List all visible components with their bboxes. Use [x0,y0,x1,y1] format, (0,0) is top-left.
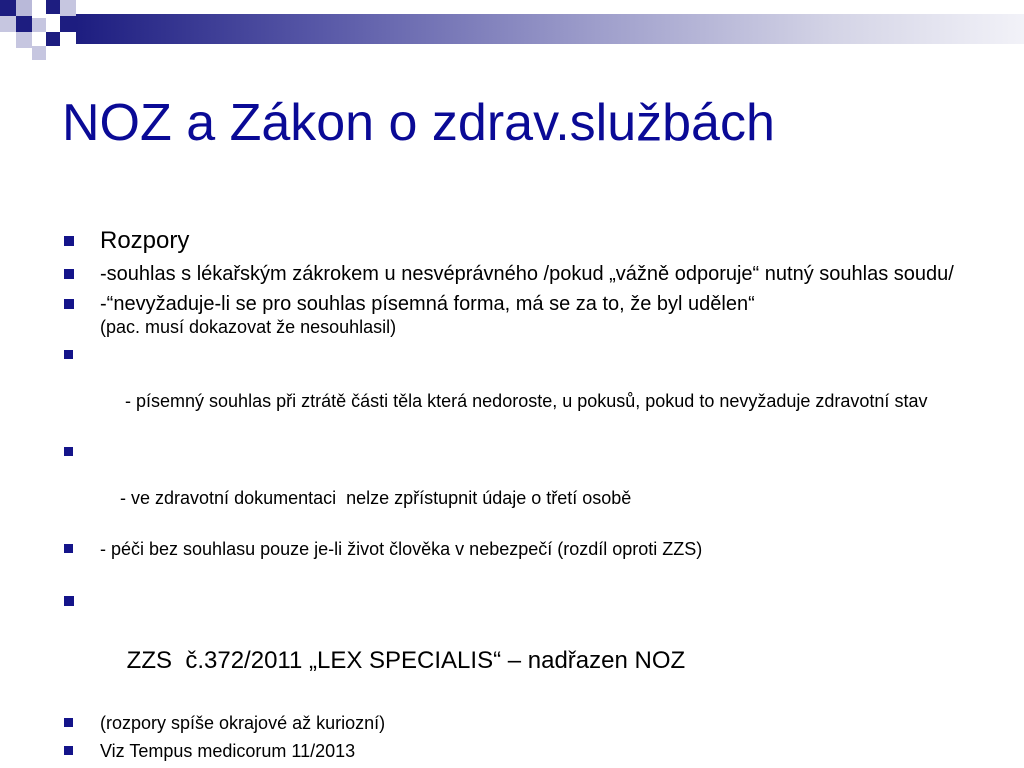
list-item [62,262,982,286]
list-item-text: ZZS č.372/2011 „LEX SPECIALIS“ – nadřazen NOZ [126,647,686,674]
square-bullet-icon [64,544,73,553]
deco-square [46,32,60,46]
list-item [62,226,982,256]
square-bullet-icon [64,447,73,456]
header-decoration [0,0,1024,60]
square-bullet-icon [64,596,74,606]
list-item-text: - ve zdravotní dokumentaci nelze zpřístupnit údaje o třetí osobě [120,488,632,508]
list-item-text: -souhlas s lékařským zákrokem u nesvéprávného /pokud „vážně odporuje“ nutný souhlas soudu/ [100,263,954,285]
deco-square [32,18,46,32]
list-item [62,586,982,706]
list-item-text: - péči bez souhlasu pouze je-li život člověka v nebezpečí (rozdíl oproti ZZS) [100,539,703,559]
list-item [62,740,982,763]
section-spacer [62,566,982,586]
header-gradient-band [76,14,1024,44]
list-item-text: - písemný souhlas při ztrátě části těla která nedoroste, u pokusů, pokud to nevyžaduje zdravotní stav [120,391,928,411]
list-item-text: Viz Tempus medicorum 11/2013 [100,741,356,761]
deco-square [60,0,76,16]
square-bullet-icon [64,299,74,309]
list-item-text: (rozpory spíše okrajové až kuriozní) [100,713,386,733]
square-bullet-icon [64,236,74,246]
deco-square [60,16,76,32]
deco-square [16,32,32,48]
list-item [62,344,982,436]
deco-square [32,46,46,60]
bullet-list [62,226,982,768]
deco-square [46,0,60,14]
square-bullet-icon [64,350,73,359]
list-item-text: -“nevyžaduje-li se pro souhlas písemná forma, má se za to, že byl udělen“ [100,293,755,315]
list-item [62,441,982,533]
deco-square [0,16,16,32]
deco-square [0,0,16,16]
list-item-text: Rozpory [100,227,190,254]
square-bullet-icon [64,718,73,727]
square-bullet-icon [64,269,74,279]
deco-square [16,0,32,16]
deco-square [16,16,32,32]
list-item [62,538,982,561]
list-item-note: (pac. musí dokazovat že nesouhlasil) [100,317,397,337]
square-bullet-icon [64,746,73,755]
list-item [62,292,982,338]
list-item [62,712,982,735]
slide-title: NOZ a Zákon o zdrav.službách [62,94,775,152]
